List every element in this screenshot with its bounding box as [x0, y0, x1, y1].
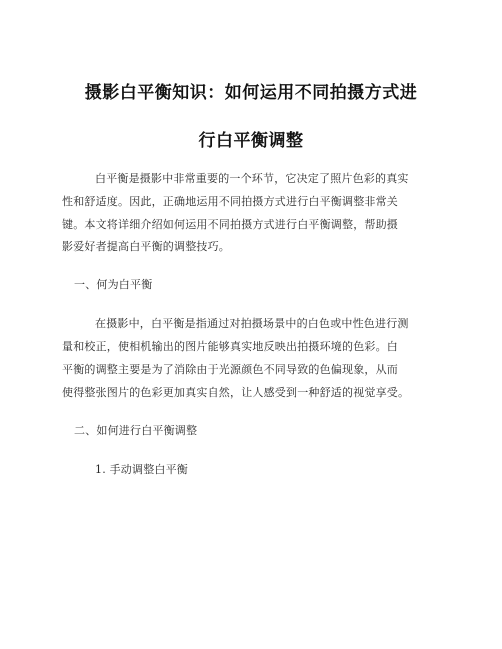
subsection-1-heading: 1. 手动调整白平衡: [95, 463, 188, 476]
intro-line-1: 白平衡是摄影中非常重要的一个环节，它决定了照片色彩的真实: [95, 172, 409, 185]
section-1-line-2: 量和校正，使相机输出的图片能够真实地反映出拍摄环境的色彩。白: [62, 340, 398, 353]
intro-line-3: 键。本文将详细介绍如何运用不同拍摄方式进行白平衡调整，帮助摄: [62, 218, 398, 231]
section-1-line-3: 平衡的调整主要是为了消除由于光源颜色不同导致的色偏现象，从而: [62, 363, 398, 376]
document-title-line-1: 摄影白平衡知识：如何运用不同拍摄方式进: [84, 83, 418, 103]
intro-line-4: 影爱好者提高白平衡的调整技巧。: [62, 240, 230, 253]
section-1-line-4: 使得整张图片的色彩更加真实自然，让人感受到一种舒适的视觉享受。: [62, 386, 410, 399]
intro-line-2: 性和舒适度。因此，正确地运用不同拍摄方式进行白平衡调整非常关: [62, 195, 398, 208]
section-1-heading: 一、何为白平衡: [74, 278, 153, 291]
section-2-heading: 二、如何进行白平衡调整: [74, 424, 198, 437]
section-1-line-1: 在摄影中，白平衡是指通过对拍摄场景中的白色或中性色进行测: [95, 317, 409, 330]
document-title-line-2: 行白平衡调整: [198, 131, 304, 151]
